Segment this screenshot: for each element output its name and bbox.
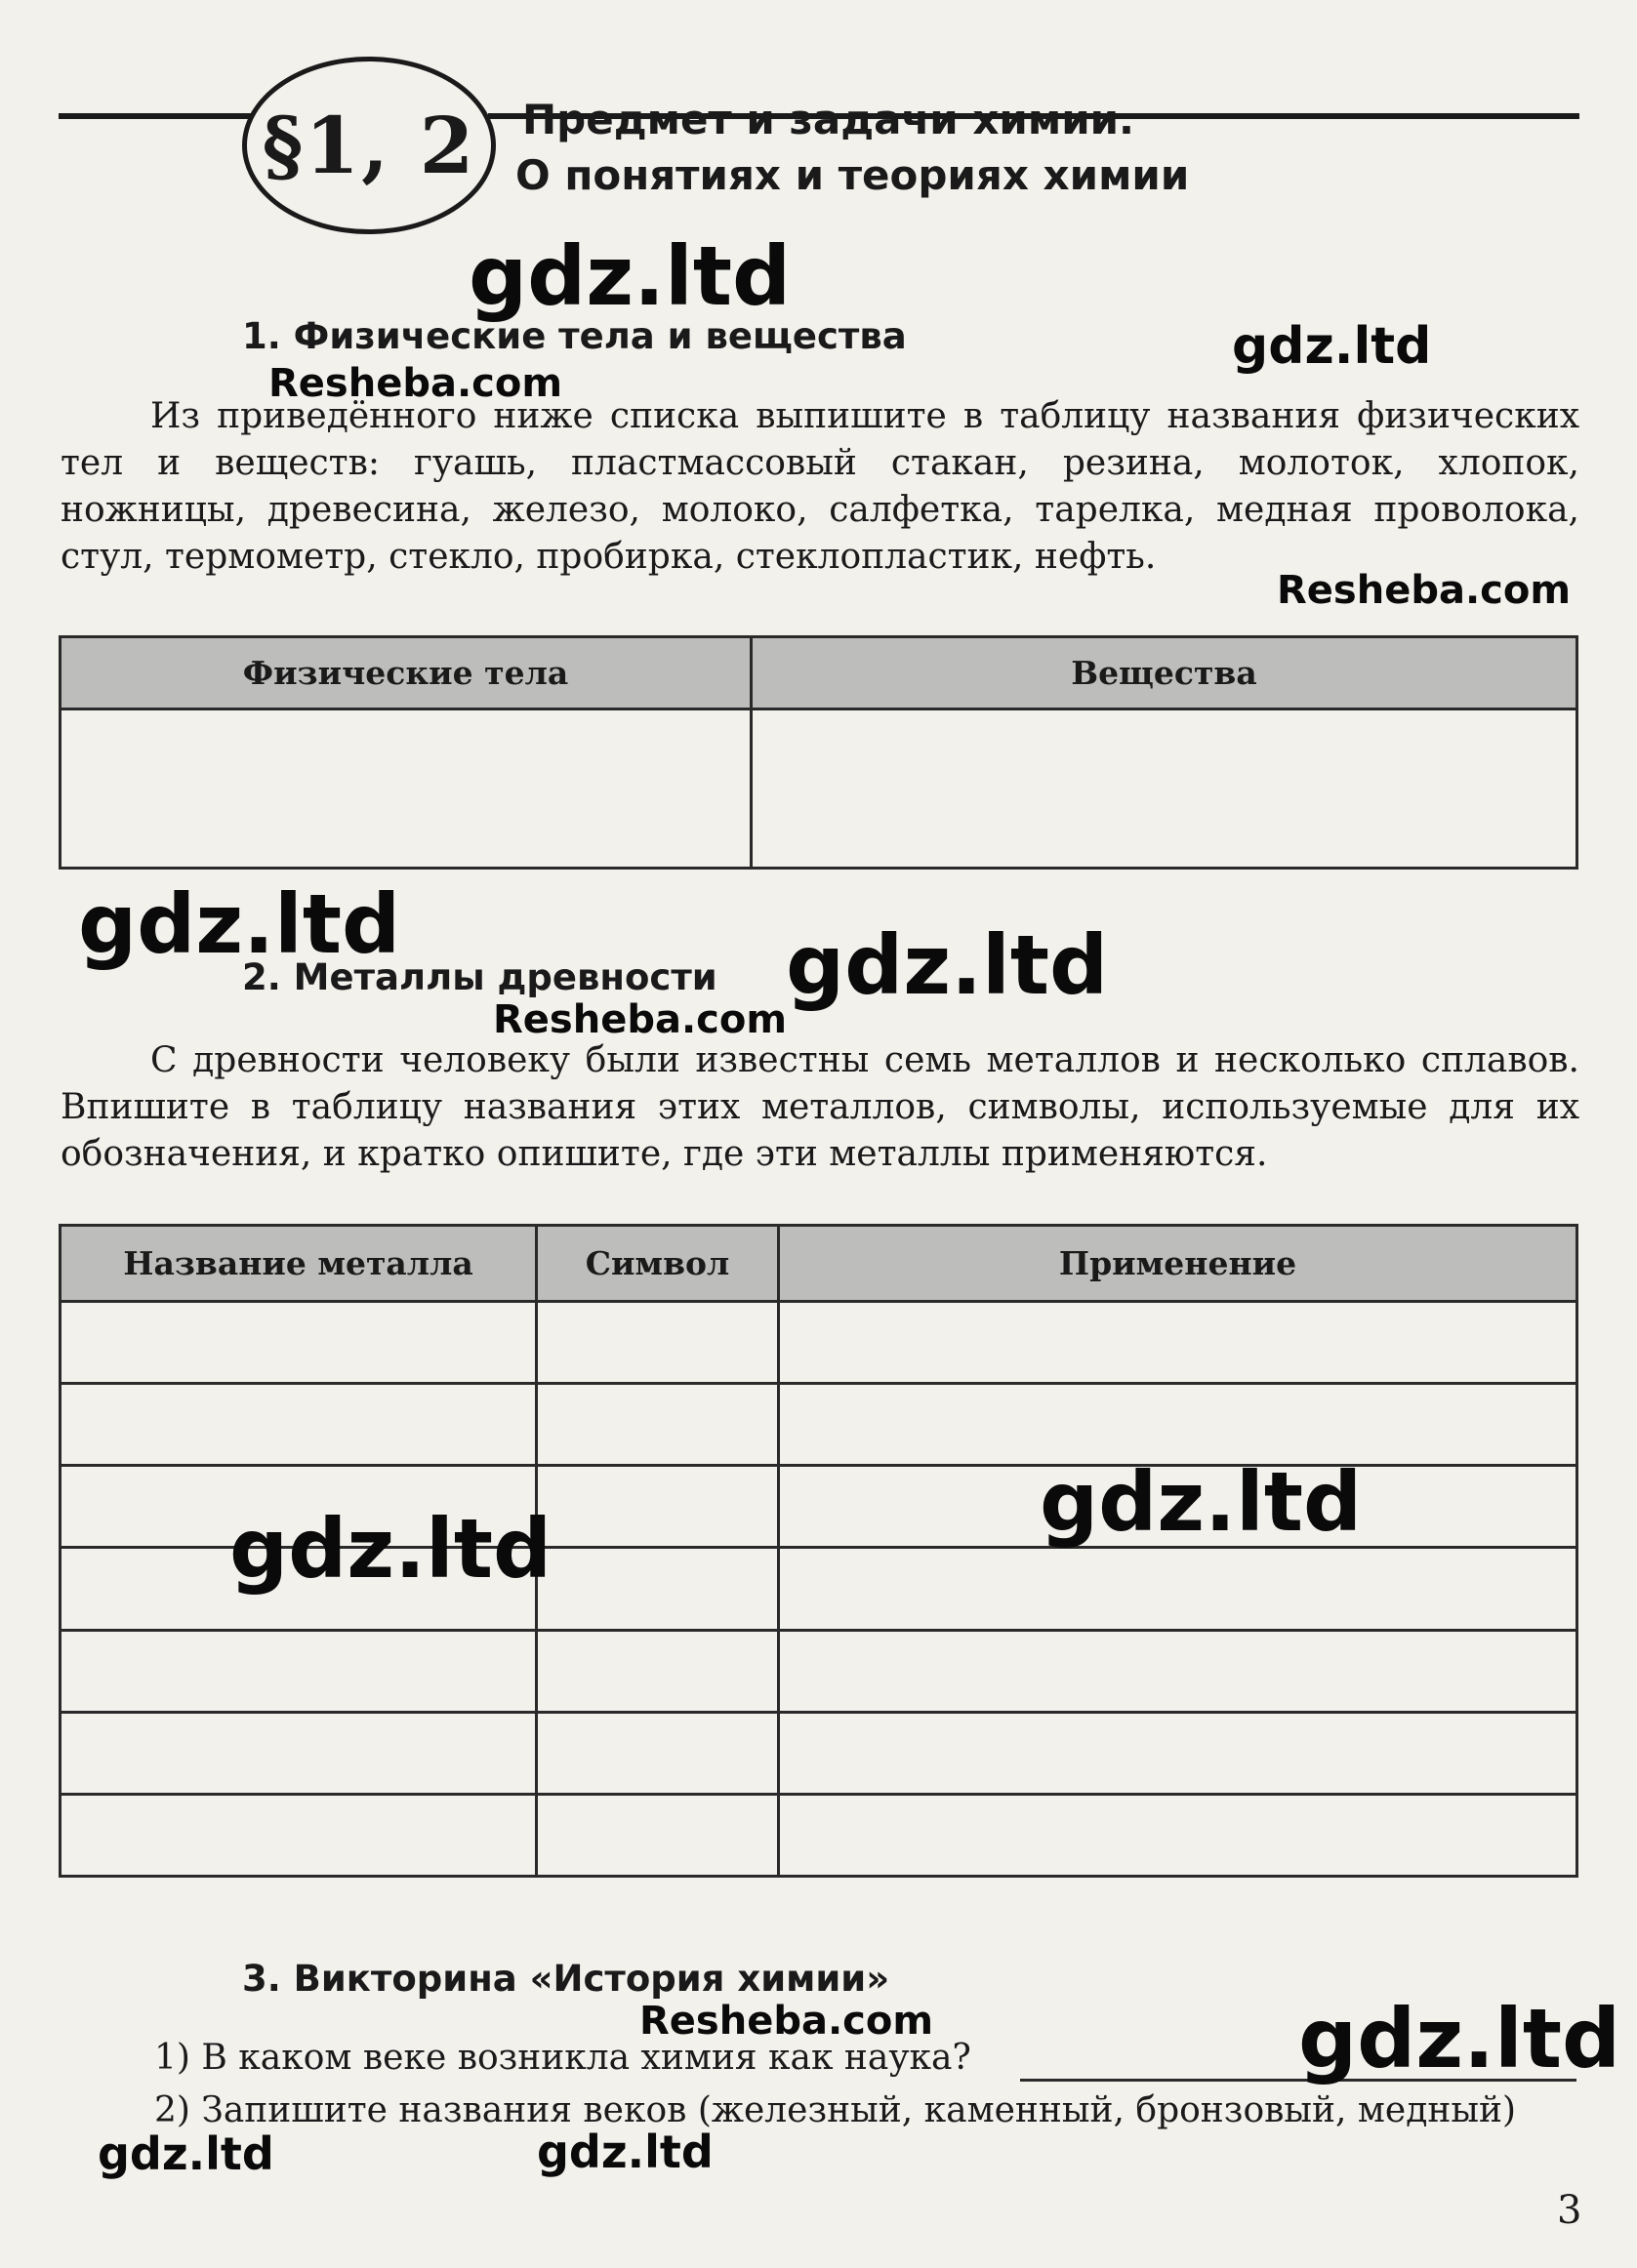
- header-rule-left: [59, 113, 254, 119]
- table1-cell-bodies[interactable]: [61, 709, 752, 869]
- table2-cell[interactable]: [61, 1384, 537, 1466]
- paragraph-badge: [242, 57, 496, 234]
- watermark-resheba: Resheba.com: [639, 1999, 934, 2044]
- quiz-question-1: 1) В каком веке возникла химия как наука?: [154, 2038, 971, 2078]
- watermark-resheba: Resheba.com: [1277, 568, 1572, 613]
- section1-title: 1. Физические тела и вещества: [242, 315, 907, 357]
- section2-text: С древности человеку были известны семь металлов и несколько сплавов. Впишите в таблицу названия этих металлов, символы, используемые для их обозначения, и кратко опишите, где эти металлы применяются.: [61, 1040, 1579, 1174]
- table2-cell[interactable]: [61, 1794, 537, 1876]
- table1-header-bodies: Физические тела: [61, 637, 752, 709]
- header-title-line2: О понятиях и теориях химии: [515, 151, 1190, 199]
- table2-cell[interactable]: [537, 1794, 779, 1876]
- watermark-gdz: gdz.ltd: [1232, 317, 1432, 376]
- watermark-gdz: gdz.ltd: [1298, 1991, 1621, 2086]
- table2-cell[interactable]: [779, 1712, 1577, 1794]
- table2-cell[interactable]: [537, 1712, 779, 1794]
- table2-cell[interactable]: [61, 1630, 537, 1712]
- watermark-gdz: gdz.ltd: [469, 228, 792, 324]
- table2-cell[interactable]: [779, 1794, 1577, 1876]
- watermark-gdz: gdz.ltd: [78, 876, 401, 972]
- table2-cell[interactable]: [537, 1466, 779, 1548]
- watermark-gdz: gdz.ltd: [786, 917, 1109, 1013]
- watermark-gdz: gdz.ltd: [1040, 1454, 1363, 1550]
- section2-title: 2. Металлы древности: [242, 956, 717, 998]
- section1-text: Из приведённого ниже списка выпишите в таблицу названия физических тел и веществ: гуашь, пластмассовый стакан, резина, молоток, хлопок, ножницы, древесина, железо, молоко, салфетка, тарелка, медная проволока, стул, термометр, стекло, пробирка, стеклопластик, нефть.: [61, 396, 1579, 577]
- table2-cell[interactable]: [779, 1548, 1577, 1630]
- table1-header-substances: Вещества: [752, 637, 1577, 709]
- table2-cell[interactable]: [537, 1548, 779, 1630]
- table2-cell[interactable]: [537, 1384, 779, 1466]
- header-title-line1: Предмет и задачи химии.: [522, 96, 1135, 143]
- table2-cell[interactable]: [779, 1630, 1577, 1712]
- watermark-gdz: gdz.ltd: [98, 2127, 274, 2180]
- table2-header-symbol: Символ: [537, 1226, 779, 1302]
- watermark-gdz: gdz.ltd: [229, 1501, 552, 1597]
- watermark-resheba: Resheba.com: [493, 997, 788, 1042]
- page-number: 3: [1557, 2188, 1582, 2233]
- section3-title: 3. Викторина «История химии»: [242, 1958, 890, 2000]
- table2-cell[interactable]: [537, 1630, 779, 1712]
- watermark-gdz: gdz.ltd: [537, 2126, 714, 2178]
- quiz-question-2: 2) Запишите названия веков (железный, каменный, бронзовый, медный): [154, 2090, 1517, 2130]
- bodies-substances-table: [59, 635, 1578, 870]
- table2-cell[interactable]: [61, 1302, 537, 1384]
- table2-header-name: Название металла: [61, 1226, 537, 1302]
- table2-header-usage: Применение: [779, 1226, 1577, 1302]
- table2-cell[interactable]: [61, 1712, 537, 1794]
- table2-cell[interactable]: [779, 1302, 1577, 1384]
- paragraph-number: §1, 2: [262, 100, 476, 191]
- table1-cell-substances[interactable]: [752, 709, 1577, 869]
- table2-cell[interactable]: [537, 1302, 779, 1384]
- watermark-resheba: Resheba.com: [268, 361, 563, 406]
